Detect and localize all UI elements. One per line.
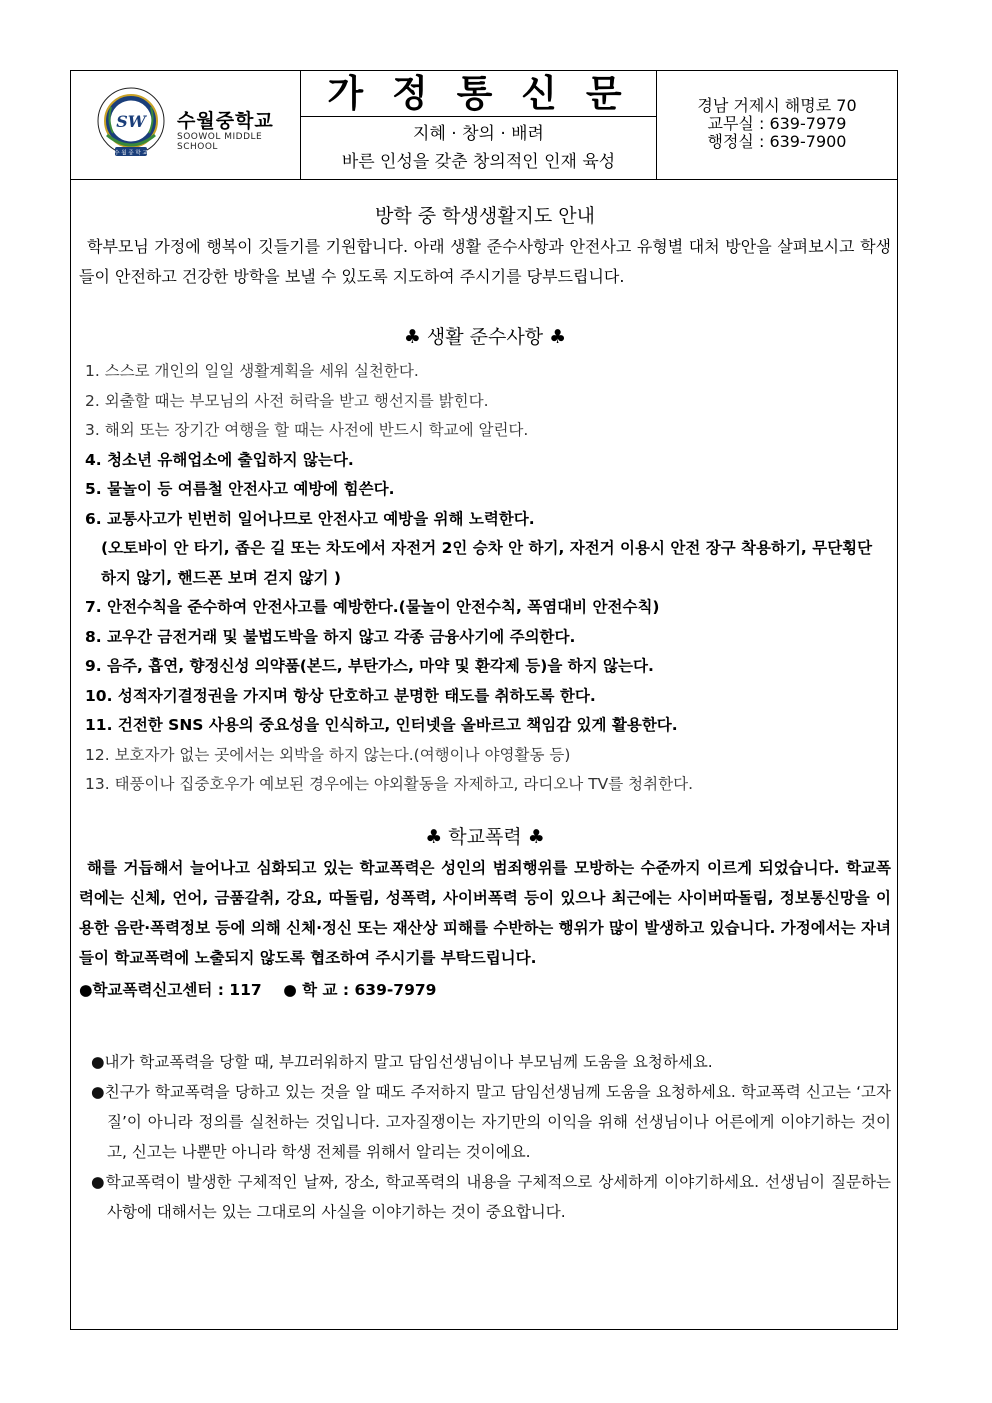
newsletter-body — [79, 191, 891, 1227]
office-phone: 교무실 : 639-7979 — [707, 114, 847, 133]
motto-line-2: 바른 인성을 갖춘 창의적인 인재 육성 — [341, 152, 616, 172]
emblem-bottom-text: 수 월 중 학 교 — [114, 150, 148, 157]
violence-paragraph — [79, 853, 891, 973]
violence-paragraph-text: 해를 거듭해서 늘어나고 심화되고 있는 학교폭력은 성인의 범죄행위를 모방하는 수준까지 이르게 되었습니다. 학교폭력에는 신체, 언어, 금품갈취, 강요, 따돌림, 성폭력, 사이버폭력 등이 있으나 최근에는 사이버따돌림, 정보통신망을 이용한 음란·폭력정보 등에 의해 신체·정신 또는 재산상 피해를 수반하는 행위가 많이 발생하고 있습니다. 가정에서는 자녀들이 학교폭력에 노출되지 않도록 협조하여 주시기를 부탁드립니다. — [79, 858, 891, 967]
list-item: 6. 교통사고가 빈번히 일어나므로 안전사고 예방을 위해 노력한다. — [85, 509, 535, 528]
list-item: 10. 성적자기결정권을 가지며 항상 단호하고 분명한 태도를 취하도록 한다. — [85, 686, 596, 705]
list-item: 1. 스스로 개인의 일일 생활계획을 세워 실천한다. — [85, 362, 419, 380]
emblem-text: SW — [116, 112, 146, 131]
rules-section-title: ♣ 생활 준수사항 ♣ — [403, 326, 567, 348]
contact-cell — [657, 71, 897, 179]
violence-section-title: ♣ 학교폭력 ♣ — [425, 825, 545, 848]
list-item: ●친구가 학교폭력을 당하고 있는 것을 알 때도 주저하지 말고 담임선생님께 도움을 요청하세요. 학교폭력 신고는 ‘고자질’이 아니라 정의를 실천하는 것입니다. 고자질쟁이는 자기만의 이익을 위해 선생님이나 어른에게 이야기하는 것이고, 신고는 나뿐만 아니라 학생 전체를 위해서 알리는 것이에요. — [91, 1082, 891, 1161]
list-item: 13. 태풍이나 집중호우가 예보된 경우에는 야외활동을 자제하고, 라디오나 TV를 청취한다. — [85, 775, 694, 793]
list-item: 7. 안전수칙을 준수하여 안전사고를 예방한다.(물놀이 안전수칙, 폭염대비 안전수칙) — [85, 598, 660, 616]
list-item: 11. 건전한 SNS 사용의 중요성을 인식하고, 인터넷을 올바르고 책임감 있게 활용한다. — [85, 716, 678, 734]
list-item: 3. 해외 또는 장기간 여행을 할 때는 사전에 반드시 학교에 알린다. — [85, 421, 529, 439]
title-cell — [301, 71, 657, 179]
school-contact: ● 학 교 : 639-7979 — [283, 980, 437, 999]
list-item: ●내가 학교폭력을 당할 때, 부끄러워하지 말고 담임선생님이나 부모님께 도움을 요청하세요. — [91, 1052, 713, 1071]
list-item: 4. 청소년 유해업소에 출입하지 않는다. — [85, 450, 354, 469]
list-item: 12. 보호자가 없는 곳에서는 외박을 하지 않는다.(여행이나 야영활동 등) — [85, 745, 571, 764]
notice-intro — [79, 232, 891, 292]
school-emblem-icon — [97, 87, 165, 163]
advice-list — [79, 1047, 891, 1227]
school-name-en: SOOWOL MIDDLE SCHOOL — [177, 132, 263, 152]
rules-list — [79, 357, 891, 800]
report-center-contact: ●학교폭력신고센터 : 117 — [79, 980, 262, 999]
school-logo-cell — [71, 71, 301, 179]
contact-line — [79, 975, 891, 1005]
newsletter-page — [70, 70, 898, 1330]
motto-line-1: 지혜 · 창의 · 배려 — [413, 124, 544, 144]
list-item: ●학교폭력이 발생한 구체적인 날짜, 장소, 학교폭력의 내용을 구체적으로 상세하게 이야기하세요. 선생님이 질문하는 사항에 대해서는 있는 그대로의 사실을 이야기하는 것이 중요합니다. — [91, 1172, 891, 1221]
admin-phone: 행정실 : 639-7900 — [707, 132, 847, 151]
list-item: 9. 음주, 흡연, 향정신성 의약품(본드, 부탄가스, 마약 및 환각제 등)을 하지 않는다. — [85, 657, 654, 675]
list-item: 5. 물놀이 등 여름철 안전사고 예방에 힘쓴다. — [85, 480, 395, 498]
list-item-note: (오토바이 안 타기, 좁은 길 또는 차도에서 자전거 2인 승차 안 하기, 자전거 이용시 안전 장구 착용하기, 무단횡단 하지 않기, 핸드폰 보며 걷지 않기 ) — [101, 539, 873, 587]
school-address: 경남 거제시 해명로 70 — [697, 96, 857, 115]
notice-intro-text: 학부모님 가정에 행복이 깃들기를 기원합니다. 아래 생활 준수사항과 안전사고 유형별 대처 방안을 살펴보시고 학생들이 안전하고 건강한 방학을 보낼 수 있도록 지도하여 주시기를 당부드립니다. — [79, 237, 891, 286]
school-name: 수월중학교 — [177, 110, 274, 132]
notice-title: 방학 중 학생생활지도 안내 — [374, 205, 595, 227]
newsletter-title: 가 정 통 신 문 — [301, 71, 656, 117]
list-item: 8. 교우간 금전거래 및 불법도박을 하지 않고 각종 금융사기에 주의한다. — [85, 627, 576, 646]
list-item: 2. 외출할 때는 부모님의 사전 허락을 받고 행선지를 밝힌다. — [85, 391, 489, 410]
header-table — [71, 71, 897, 180]
